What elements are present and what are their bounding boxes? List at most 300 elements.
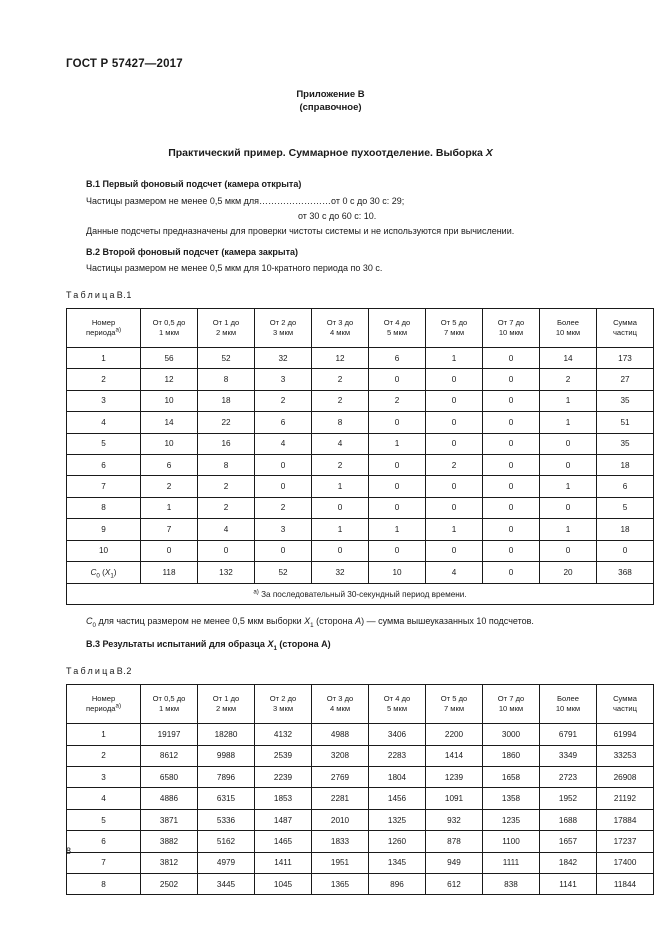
cell-value: 1 (540, 390, 597, 411)
cell-value: 4 (255, 433, 312, 454)
table-row (67, 348, 654, 369)
table-b1-caption-word: Таблица (66, 290, 117, 300)
col-line1: От 3 до (326, 693, 354, 703)
total-x: X (104, 567, 111, 577)
col-line2: 5 мкм (386, 328, 408, 337)
cell-value: 1045 (255, 874, 312, 895)
cell-period: 1 (67, 348, 141, 369)
col-line1: От 0,5 до (152, 693, 186, 703)
cell-total-value: 20 (540, 561, 597, 583)
cell-value: 3871 (141, 809, 198, 830)
appendix-title: Приложение В (296, 89, 365, 100)
cell-value: 3445 (198, 874, 255, 895)
cell-period: 6 (67, 454, 141, 475)
table-row (67, 476, 654, 497)
cell-value: 1 (141, 497, 198, 518)
cell-sum: 35 (597, 433, 654, 454)
cell-value: 0 (369, 540, 426, 561)
cell-sum: 33253 (597, 745, 654, 766)
cell-value: 6 (255, 412, 312, 433)
cell-value: 14 (540, 348, 597, 369)
cell-value: 3 (255, 369, 312, 390)
table-b1-total-row (67, 561, 654, 583)
page-title-variable: X (485, 147, 493, 159)
cell-value: 3812 (141, 852, 198, 873)
table-b1-col-7 (483, 309, 540, 348)
col-line1: Номер (91, 317, 116, 327)
cell-value: 1365 (312, 874, 369, 895)
section-b1-line1: Частицы размером не менее 0,5 мкм для……………………от 0 с до 30 с: 29; (86, 196, 405, 206)
section-b2-heading: В.2 Второй фоновый подсчет (камера закрыта) (86, 247, 298, 257)
table-b2-col-1 (141, 685, 198, 724)
cell-value: 3882 (141, 831, 198, 852)
table-row (67, 809, 654, 830)
cell-value: 0 (426, 476, 483, 497)
cell-value: 2539 (255, 745, 312, 766)
cell-value: 0 (426, 390, 483, 411)
cell-value: 878 (426, 831, 483, 852)
cell-value: 18 (198, 390, 255, 411)
col-line2: периода (85, 704, 116, 714)
table-b1-col-3 (255, 309, 312, 348)
cell-value: 6580 (141, 767, 198, 788)
table-b2-col-period (67, 685, 141, 724)
table-row (67, 454, 654, 475)
table-row (67, 874, 654, 895)
table-b2-caption-word: Таблица (66, 666, 117, 677)
col-line1: Более (557, 693, 579, 703)
cell-total-value: 0 (483, 561, 540, 583)
c0-text-2: (сторона (313, 616, 356, 627)
cell-sum: 51 (597, 412, 654, 433)
cell-value: 0 (312, 497, 369, 518)
table-row (67, 788, 654, 809)
cell-total-value: 132 (198, 561, 255, 583)
section-b1-line2: от 30 с до 60 с: 10. (298, 211, 377, 221)
total-c-sub: 0 (96, 572, 100, 580)
col-line1: От 1 до (212, 693, 240, 703)
cell-period: 4 (67, 412, 141, 433)
table-row (67, 745, 654, 766)
cell-value: 2502 (141, 874, 198, 895)
cell-value: 2 (312, 454, 369, 475)
cell-value: 4132 (255, 724, 312, 745)
cell-sum: 18 (597, 454, 654, 475)
cell-value: 1952 (540, 788, 597, 809)
cell-period: 5 (67, 433, 141, 454)
cell-value: 1 (540, 412, 597, 433)
cell-value: 1833 (312, 831, 369, 852)
cell-value: 0 (483, 497, 540, 518)
cell-value: 1951 (312, 852, 369, 873)
cell-value: 8612 (141, 745, 198, 766)
cell-value: 0 (540, 497, 597, 518)
total-c: C (90, 567, 97, 577)
table-b2-caption-number: В.2 (116, 666, 133, 677)
cell-period: 2 (67, 745, 141, 766)
cell-value: 2010 (312, 809, 369, 830)
cell-value: 22 (198, 412, 255, 433)
table-b1-col-6 (426, 309, 483, 348)
cell-value: 1657 (540, 831, 597, 852)
cell-value: 949 (426, 852, 483, 873)
table-b1-caption-number: В.1 (116, 290, 133, 300)
cell-period: 3 (67, 767, 141, 788)
cell-period: 3 (67, 390, 141, 411)
col-line2: 4 мкм (329, 328, 351, 337)
appendix-heading (0, 88, 661, 114)
footnote-marker: а) (253, 587, 259, 595)
cell-value: 16 (198, 433, 255, 454)
col-line1: От 7 до (497, 317, 525, 327)
cell-value: 1414 (426, 745, 483, 766)
cell-value: 838 (483, 874, 540, 895)
cell-value: 14 (141, 412, 198, 433)
cell-value: 12 (141, 369, 198, 390)
cell-period: 5 (67, 809, 141, 830)
cell-sum: 11844 (597, 874, 654, 895)
table-b2-col-sum (597, 685, 654, 724)
section-b3-heading (86, 638, 595, 651)
cell-sum: 27 (597, 369, 654, 390)
b3-prefix: В.3 Результаты испытаний для образца (86, 639, 268, 650)
section-b2-line1: Частицы размером не менее 0,5 мкм для 10-кратного периода по 30 с. (86, 263, 383, 273)
page-title (0, 147, 661, 159)
cell-value: 3000 (483, 724, 540, 745)
cell-value: 0 (540, 454, 597, 475)
cell-value: 2200 (426, 724, 483, 745)
cell-value: 0 (426, 540, 483, 561)
cell-value: 10 (141, 433, 198, 454)
cell-period: 7 (67, 852, 141, 873)
cell-value: 0 (426, 497, 483, 518)
cell-value: 8 (198, 454, 255, 475)
cell-total-value: 4 (426, 561, 483, 583)
cell-value: 7 (141, 519, 198, 540)
cell-value: 1 (369, 519, 426, 540)
cell-value: 2 (255, 390, 312, 411)
cell-sum: 26908 (597, 767, 654, 788)
cell-value: 8 (198, 369, 255, 390)
cell-value: 6 (141, 454, 198, 475)
cell-value: 5162 (198, 831, 255, 852)
cell-value: 1465 (255, 831, 312, 852)
col-line2: 10 мкм (498, 328, 524, 337)
cell-value: 0 (255, 454, 312, 475)
cell-value: 2 (198, 476, 255, 497)
table-b1-col-sum (597, 309, 654, 348)
cell-value: 0 (198, 540, 255, 561)
cell-value: 1100 (483, 831, 540, 852)
cell-sum: 17237 (597, 831, 654, 852)
table-row (67, 412, 654, 433)
cell-total-label: $C_0$ $(X_1)$ (67, 561, 141, 583)
cell-sum: 5 (597, 497, 654, 518)
cell-value: 1 (540, 519, 597, 540)
cell-value: 6 (369, 348, 426, 369)
cell-period: 1 (67, 724, 141, 745)
table-b2-col-6 (426, 685, 483, 724)
table-b1-col-2 (198, 309, 255, 348)
cell-value: 0 (369, 497, 426, 518)
cell-period: 9 (67, 519, 141, 540)
cell-value: 1860 (483, 745, 540, 766)
cell-value: 56 (141, 348, 198, 369)
cell-total-value: 52 (255, 561, 312, 583)
table-b1-col-5 (369, 309, 426, 348)
cell-value: 5336 (198, 809, 255, 830)
cell-value: 2 (369, 390, 426, 411)
table-b1-body (67, 348, 654, 605)
col-line2: 10 мкм (498, 704, 524, 714)
cell-value: 1853 (255, 788, 312, 809)
c0-text-1: для частиц размером не менее 0,5 мкм выборки (95, 616, 305, 627)
cell-value: 0 (483, 433, 540, 454)
cell-value: 0 (255, 476, 312, 497)
table-b1-col-8 (540, 309, 597, 348)
table-row (67, 724, 654, 745)
col-line2: 5 мкм (386, 704, 408, 714)
c0-side-symbol: A (355, 616, 362, 627)
cell-period: 4 (67, 788, 141, 809)
col-line1: От 2 до (269, 693, 297, 703)
table-b2-header-row (67, 685, 654, 724)
col-line1: От 1 до (212, 317, 240, 327)
table-row (67, 831, 654, 852)
cell-value: 0 (483, 454, 540, 475)
cell-value: 0 (426, 412, 483, 433)
cell-value: 10 (141, 390, 198, 411)
cell-value: 3208 (312, 745, 369, 766)
cell-value: 3349 (540, 745, 597, 766)
table-b2-col-4 (312, 685, 369, 724)
cell-value: 0 (483, 390, 540, 411)
cell-value: 2 (141, 476, 198, 497)
cell-sum: 21192 (597, 788, 654, 809)
col-line2: 7 мкм (443, 704, 465, 714)
footnote-marker: а) (115, 702, 122, 710)
cell-value: 1411 (255, 852, 312, 873)
cell-sum: 173 (597, 348, 654, 369)
cell-value: 3406 (369, 724, 426, 745)
cell-value: 4988 (312, 724, 369, 745)
table-b1-col-4 (312, 309, 369, 348)
cell-value: 2 (312, 369, 369, 390)
cell-value: 0 (369, 412, 426, 433)
table-row (67, 433, 654, 454)
cell-value: 0 (369, 454, 426, 475)
col-line2: 7 мкм (443, 328, 465, 337)
table-row (67, 369, 654, 390)
table-b2-body (67, 724, 654, 895)
page-title-text: Практический пример. Суммарное пухоотделение. Выборка (168, 147, 486, 159)
col-line1: От 7 до (497, 693, 525, 703)
cell-value: 1358 (483, 788, 540, 809)
cell-value: 896 (369, 874, 426, 895)
cell-value: 0 (483, 412, 540, 433)
table-b1 (66, 308, 654, 605)
cell-value: 0 (483, 519, 540, 540)
cell-value: 1456 (369, 788, 426, 809)
total-x-sub: 1 (110, 572, 114, 580)
table-b1-col-1 (141, 309, 198, 348)
table-row (67, 390, 654, 411)
table-b1-col-period (67, 309, 141, 348)
cell-value: 2 (426, 454, 483, 475)
col-line2: 1 мкм (158, 704, 180, 714)
cell-value: 2769 (312, 767, 369, 788)
cell-value: 2723 (540, 767, 597, 788)
cell-value: 0 (540, 540, 597, 561)
col-line1: Сумма (613, 693, 637, 703)
cell-value: 6791 (540, 724, 597, 745)
col-line1: От 4 до (383, 693, 411, 703)
col-line1: Более (557, 317, 579, 327)
col-line2: 2 мкм (215, 328, 237, 337)
cell-value: 2239 (255, 767, 312, 788)
col-line2: 3 мкм (272, 328, 294, 337)
document-content (66, 178, 638, 895)
cell-value: 2 (312, 390, 369, 411)
table-row (67, 767, 654, 788)
cell-value: 0 (483, 476, 540, 497)
col-line2: 1 мкм (158, 328, 180, 337)
col-line2: периода (85, 328, 116, 337)
footnote-marker: а) (115, 326, 122, 334)
col-line2: 2 мкм (215, 704, 237, 714)
cell-value: 1688 (540, 809, 597, 830)
cell-sum: 6 (597, 476, 654, 497)
cell-value: 6315 (198, 788, 255, 809)
col-line2: 4 мкм (329, 704, 351, 714)
cell-total-value: 118 (141, 561, 198, 583)
cell-value: 1325 (369, 809, 426, 830)
cell-sum: 61994 (597, 724, 654, 745)
cell-value: 1111 (483, 852, 540, 873)
table-row (67, 519, 654, 540)
cell-value: 32 (255, 348, 312, 369)
cell-value: 52 (198, 348, 255, 369)
cell-period: 8 (67, 874, 141, 895)
cell-value: 4979 (198, 852, 255, 873)
col-line2-wrap (68, 328, 139, 339)
cell-sum: 35 (597, 390, 654, 411)
cell-value: 1 (312, 476, 369, 497)
col-line2: 3 мкм (272, 704, 294, 714)
cell-sum: 0 (597, 540, 654, 561)
cell-value: 1804 (369, 767, 426, 788)
col-line1: Сумма (613, 317, 637, 327)
cell-value: 0 (540, 433, 597, 454)
cell-value: 0 (483, 369, 540, 390)
table-b1-caption (66, 289, 595, 302)
cell-value: 1141 (540, 874, 597, 895)
cell-value: 4886 (141, 788, 198, 809)
col-line1: От 2 до (269, 317, 297, 327)
cell-value: 1842 (540, 852, 597, 873)
footnote-text: За последовательный 30-секундный период времени. (258, 589, 467, 599)
cell-value: 3 (255, 519, 312, 540)
c0-subscript: 0 (92, 622, 96, 630)
cell-value: 1 (540, 476, 597, 497)
cell-value: 2283 (369, 745, 426, 766)
b3-subscript: 1 (273, 645, 277, 653)
cell-value: 0 (141, 540, 198, 561)
cell-value: 1 (426, 348, 483, 369)
cell-value: 2 (198, 497, 255, 518)
cell-value: 612 (426, 874, 483, 895)
table-b2-col-8 (540, 685, 597, 724)
col-line1: От 5 до (440, 693, 468, 703)
cell-period: 8 (67, 497, 141, 518)
table-b2-col-7 (483, 685, 540, 724)
c0-x-subscript: 1 (310, 622, 314, 630)
cell-value: 4 (312, 433, 369, 454)
table-row (67, 540, 654, 561)
b3-suffix: (сторона А) (276, 639, 331, 650)
cell-value: 932 (426, 809, 483, 830)
cell-sum: 18 (597, 519, 654, 540)
col-line2-wrap (68, 704, 139, 715)
cell-value: 1 (312, 519, 369, 540)
cell-sum: 17884 (597, 809, 654, 830)
table-b2-col-3 (255, 685, 312, 724)
col-line2: частиц (612, 328, 638, 337)
cell-value: 12 (312, 348, 369, 369)
cell-value: 8 (312, 412, 369, 433)
cell-value: 4 (198, 519, 255, 540)
table-b2-col-2 (198, 685, 255, 724)
cell-sum: 17400 (597, 852, 654, 873)
cell-value: 1658 (483, 767, 540, 788)
c0-x-symbol: X (304, 616, 311, 627)
cell-period: 7 (67, 476, 141, 497)
cell-value: 0 (426, 369, 483, 390)
cell-value: 0 (369, 476, 426, 497)
cell-value: 2 (255, 497, 312, 518)
cell-period: 10 (67, 540, 141, 561)
cell-value: 1091 (426, 788, 483, 809)
col-line1: От 3 до (326, 317, 354, 327)
cell-value: 1 (369, 433, 426, 454)
cell-value: 18280 (198, 724, 255, 745)
cell-value: 1239 (426, 767, 483, 788)
col-line1: От 5 до (440, 317, 468, 327)
col-line1: От 4 до (383, 317, 411, 327)
cell-value: 0 (369, 369, 426, 390)
col-line1: От 0,5 до (152, 317, 186, 327)
cell-value: 0 (483, 348, 540, 369)
c0-symbol: C (86, 616, 93, 627)
table-b2-col-5 (369, 685, 426, 724)
cell-value: 2 (540, 369, 597, 390)
document-header: ГОСТ Р 57427—2017 (66, 58, 183, 70)
section-b1-heading: В.1 Первый фоновый подсчет (камера открыта) (86, 179, 302, 189)
cell-total-value: 32 (312, 561, 369, 583)
c0-explanation (86, 615, 595, 628)
col-line1: Номер (91, 693, 116, 703)
col-line2: частиц (612, 704, 638, 714)
cell-total-value: 10 (369, 561, 426, 583)
cell-value: 19197 (141, 724, 198, 745)
table-row (67, 497, 654, 518)
cell-value: 1487 (255, 809, 312, 830)
section-b1-line3: Данные подсчеты предназначены для проверки чистоты системы и не используются при вычислении. (86, 226, 515, 236)
cell-value: 1 (426, 519, 483, 540)
col-line2: 10 мкм (555, 704, 581, 714)
table-footnote (67, 583, 654, 604)
page-number: 8 (66, 846, 72, 856)
